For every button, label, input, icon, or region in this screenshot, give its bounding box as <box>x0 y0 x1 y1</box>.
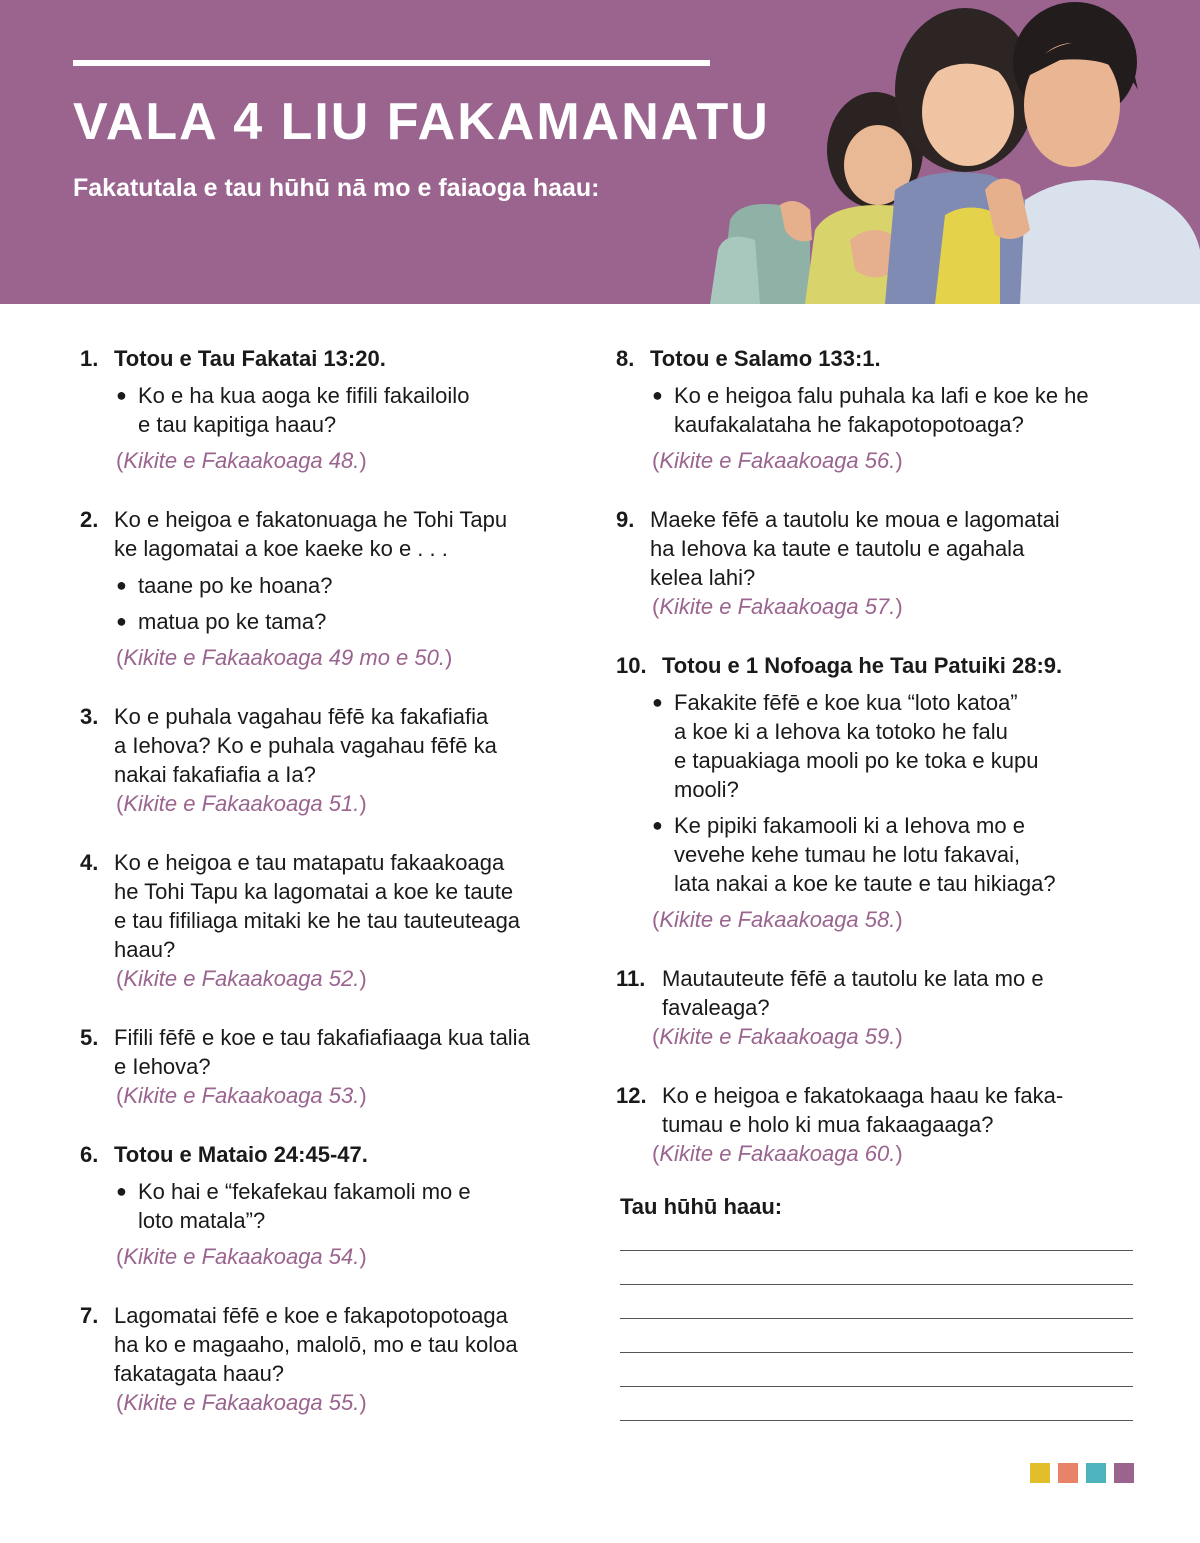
accent-squares <box>1030 1463 1134 1483</box>
text-line: e tau fifiliaga mitaki ke he tau tauteuteaga <box>114 908 521 933</box>
ref-paren-open: ( <box>652 594 660 619</box>
question-line <box>80 505 580 563</box>
ref-paren-open: ( <box>116 645 124 670</box>
questions-right-column <box>616 344 1156 1198</box>
question-item <box>80 344 580 475</box>
text-line: nakai fakafiafia a Ia? <box>114 762 316 787</box>
question-text <box>114 344 580 373</box>
question-text <box>650 505 1156 592</box>
accent-square <box>1058 1463 1078 1483</box>
question-number: 6. <box>80 1142 99 1167</box>
text-line: Ko e puhala vagahau fēfē ka fakafiafia <box>114 704 489 729</box>
text-line: Totou e Salamo 133:1. <box>650 346 881 371</box>
ref-paren-open: ( <box>116 448 124 473</box>
ref-text: Kikite e Fakaakoaga 57. <box>659 594 896 619</box>
answer-line[interactable] <box>620 1420 1133 1421</box>
question-item <box>616 651 1156 934</box>
accent-square <box>1114 1463 1134 1483</box>
text-line: kelea lahi? <box>650 565 756 590</box>
question-text <box>114 702 580 789</box>
question-item <box>616 964 1156 1051</box>
answer-line[interactable] <box>620 1284 1133 1285</box>
bullet-dot-icon: ● <box>116 611 127 631</box>
question-number: 4. <box>80 850 99 875</box>
text-line: vevehe kehe tumau he lotu fakavai, <box>674 842 1021 867</box>
question-item <box>80 702 580 818</box>
bullet-text <box>674 383 1089 437</box>
ref-paren-close: ) <box>359 448 367 473</box>
text-line: e Iehova? <box>114 1054 211 1079</box>
bullet-text <box>674 690 1038 802</box>
ref-paren-close: ) <box>895 594 903 619</box>
answer-line[interactable] <box>620 1386 1133 1387</box>
text-line: mooli? <box>674 777 739 802</box>
question-number: 11. <box>616 966 646 991</box>
ref-paren-close: ) <box>895 1024 903 1049</box>
text-line: ke lagomatai a koe kaeke ko e . . . <box>114 536 448 561</box>
bullet-list <box>616 381 1156 439</box>
question-number: 2. <box>80 507 99 532</box>
ref-paren-open: ( <box>116 1083 124 1108</box>
question-number: 12. <box>616 1083 647 1108</box>
ref-text: Kikite e Fakaakoaga 59. <box>659 1024 896 1049</box>
questions-left-column <box>80 344 580 1447</box>
bullet-dot-icon: ● <box>116 385 127 405</box>
answers-heading: Tau hūhū haau: <box>620 1194 783 1219</box>
question-text <box>662 964 1156 1022</box>
question-item <box>80 1301 580 1417</box>
text-line: favaleaga? <box>662 995 770 1020</box>
bullet-text <box>138 1179 471 1233</box>
ref-paren-open: ( <box>652 907 660 932</box>
ref-paren-open: ( <box>116 1390 124 1415</box>
ref-text: Kikite e Fakaakoaga 55. <box>123 1390 360 1415</box>
text-line: a koe ki a Iehova ka totoko he falu <box>674 719 1008 744</box>
ref-text: Kikite e Fakaakoaga 51. <box>123 791 360 816</box>
ref-paren-close: ) <box>359 1390 367 1415</box>
text-line: loto matala”? <box>138 1208 266 1233</box>
ref-text: Kikite e Fakaakoaga 58. <box>659 907 896 932</box>
bullet-item <box>616 381 1156 439</box>
text-line: kaufakalataha he fakapotopotoaga? <box>674 412 1024 437</box>
question-number: 8. <box>616 346 635 371</box>
text-line: e tapuakiaga mooli po ke toka e kupu <box>674 748 1039 773</box>
page-title: VALA 4 LIU FAKAMANATU <box>73 93 770 151</box>
question-item <box>80 848 580 993</box>
question-item <box>616 505 1156 621</box>
question-text <box>114 1140 580 1169</box>
ref-paren-close: ) <box>359 791 367 816</box>
text-line: fakatagata haau? <box>114 1361 285 1386</box>
lesson-reference <box>616 905 1156 934</box>
question-number: 1. <box>80 346 99 371</box>
bullet-dot-icon: ● <box>652 692 663 712</box>
text-line: ha Iehova ka taute e tautolu e agahala <box>650 536 1025 561</box>
header-rule <box>73 60 710 66</box>
ref-paren-close: ) <box>359 1083 367 1108</box>
ref-paren-close: ) <box>359 966 367 991</box>
question-number: 5. <box>80 1025 99 1050</box>
question-number: 7. <box>80 1303 99 1328</box>
bullet-item <box>80 381 580 439</box>
family-praying-illustration <box>700 0 1200 304</box>
ref-paren-open: ( <box>652 448 660 473</box>
bullet-dot-icon: ● <box>116 575 127 595</box>
question-line <box>616 1081 1156 1139</box>
question-item <box>80 1023 580 1110</box>
text-line: tumau e holo ki mua fakaagaaga? <box>662 1112 994 1137</box>
bullet-dot-icon: ● <box>652 385 663 405</box>
text-line: Ko hai e “fekafekau fakamoli mo e <box>138 1179 471 1204</box>
ref-paren-open: ( <box>652 1024 660 1049</box>
text-line: ha ko e magaaho, malolō, mo e tau koloa <box>114 1332 518 1357</box>
bullet-list <box>80 381 580 439</box>
question-line <box>80 848 580 964</box>
text-line: Fifili fēfē e koe e tau fakafiafiaaga kua talia <box>114 1025 530 1050</box>
question-line <box>80 1301 580 1388</box>
bullet-item <box>616 688 1156 804</box>
accent-square <box>1086 1463 1106 1483</box>
ref-text: Kikite e Fakaakoaga 48. <box>123 448 360 473</box>
text-line: Totou e Tau Fakatai 13:20. <box>114 346 386 371</box>
ref-paren-open: ( <box>116 966 124 991</box>
text-line: Totou e 1 Nofoaga he Tau Patuiki 28:9. <box>662 653 1063 678</box>
text-line: Ko e heigoa e fakatonuaga he Tohi Tapu <box>114 507 508 532</box>
text-line: e tau kapitiga haau? <box>138 412 337 437</box>
bullet-list <box>616 688 1156 898</box>
ref-paren-close: ) <box>895 907 903 932</box>
question-item <box>616 1081 1156 1168</box>
answer-line[interactable] <box>620 1250 1133 1251</box>
question-line <box>80 1023 580 1081</box>
ref-text: Kikite e Fakaakoaga 56. <box>659 448 896 473</box>
question-item <box>616 344 1156 475</box>
question-text <box>650 344 1156 373</box>
bullet-item <box>80 607 580 636</box>
lesson-reference <box>80 1388 580 1417</box>
question-line <box>616 505 1156 592</box>
lesson-reference <box>616 1139 1156 1168</box>
accent-square <box>1030 1463 1050 1483</box>
bullet-item <box>80 571 580 600</box>
bullet-item <box>80 1177 580 1235</box>
header-banner <box>0 0 1200 304</box>
bullet-text <box>138 383 469 437</box>
text-line: haau? <box>114 937 176 962</box>
ref-paren-close: ) <box>444 645 453 670</box>
text-line: Totou e Mataio 24:45-47. <box>114 1142 368 1167</box>
lesson-reference <box>80 1242 580 1271</box>
bullet-list <box>80 1177 580 1235</box>
question-number: 3. <box>80 704 99 729</box>
lesson-reference <box>80 1081 580 1110</box>
lesson-reference <box>80 789 580 818</box>
question-line <box>80 1140 580 1169</box>
text-line: a Iehova? Ko e puhala vagahau fēfē ka <box>114 733 497 758</box>
text-line: Lagomatai fēfē e koe e fakapotopotoaga <box>114 1303 508 1328</box>
ref-paren-close: ) <box>359 1244 367 1269</box>
bullet-dot-icon: ● <box>116 1181 127 1201</box>
question-item <box>80 505 580 672</box>
answer-line[interactable] <box>620 1318 1133 1319</box>
text-line: lata nakai a koe ke taute e tau hikiaga? <box>674 871 1056 896</box>
bullet-text <box>674 813 1056 896</box>
question-line <box>80 344 580 373</box>
bullet-text <box>138 573 333 598</box>
lesson-reference <box>80 964 580 993</box>
question-text <box>114 1301 580 1388</box>
bullet-item <box>616 811 1156 898</box>
bullet-text <box>138 609 326 634</box>
lesson-reference <box>616 446 1156 475</box>
answer-line[interactable] <box>620 1352 1133 1353</box>
question-text <box>662 1081 1156 1139</box>
question-item <box>80 1140 580 1271</box>
text-line: matua po ke tama? <box>138 609 327 634</box>
ref-text: Kikite e Fakaakoaga 54. <box>123 1244 360 1269</box>
text-line: Ko e heigoa e fakatokaaga haau ke faka- <box>662 1083 1064 1108</box>
ref-paren-open: ( <box>116 1244 124 1269</box>
lesson-reference <box>616 592 1156 621</box>
text-line: Ko e heigoa e tau matapatu fakaakoaga <box>114 850 505 875</box>
lesson-reference <box>80 446 580 475</box>
ref-text: Kikite e Fakaakoaga 60. <box>659 1141 896 1166</box>
ref-paren-open: ( <box>116 791 124 816</box>
question-line <box>616 344 1156 373</box>
text-line: Ke pipiki fakamooli ki a Iehova mo e <box>674 813 1025 838</box>
page-subtitle: Fakatutala e tau hūhū nā mo e faiaoga haau: <box>73 174 600 202</box>
text-line: Fakakite fēfē e koe kua “loto katoa” <box>674 690 1018 715</box>
text-line: Ko e ha kua aoga ke fifili fakailoilo <box>138 383 470 408</box>
question-number: 9. <box>616 507 635 532</box>
ref-paren-close: ) <box>895 448 903 473</box>
text-line: taane po ke hoana? <box>138 573 333 598</box>
question-number: 10. <box>616 653 647 678</box>
question-text <box>114 1023 580 1081</box>
bullet-dot-icon: ● <box>652 815 663 835</box>
text-line: Maeke fēfē a tautolu ke moua e lagomatai <box>650 507 1060 532</box>
lesson-reference <box>616 1022 1156 1051</box>
bullet-list <box>80 571 580 636</box>
lesson-reference <box>80 643 580 672</box>
text-line: Ko e heigoa falu puhala ka lafi e koe ke he <box>674 383 1089 408</box>
text-line: Mautauteute fēfē a tautolu ke lata mo e <box>662 966 1044 991</box>
question-text <box>114 505 580 563</box>
ref-text: Kikite e Fakaakoaga 53. <box>123 1083 360 1108</box>
question-line <box>80 702 580 789</box>
text-line: he Tohi Tapu ka lagomatai a koe ke taute <box>114 879 514 904</box>
ref-text: Kikite e Fakaakoaga 49 mo e 50. <box>123 645 445 670</box>
question-line <box>616 964 1156 1022</box>
ref-text: Kikite e Fakaakoaga 52. <box>123 966 360 991</box>
question-text <box>114 848 580 964</box>
ref-paren-open: ( <box>652 1141 660 1166</box>
question-text <box>662 651 1156 680</box>
question-line <box>616 651 1156 680</box>
ref-paren-close: ) <box>895 1141 903 1166</box>
